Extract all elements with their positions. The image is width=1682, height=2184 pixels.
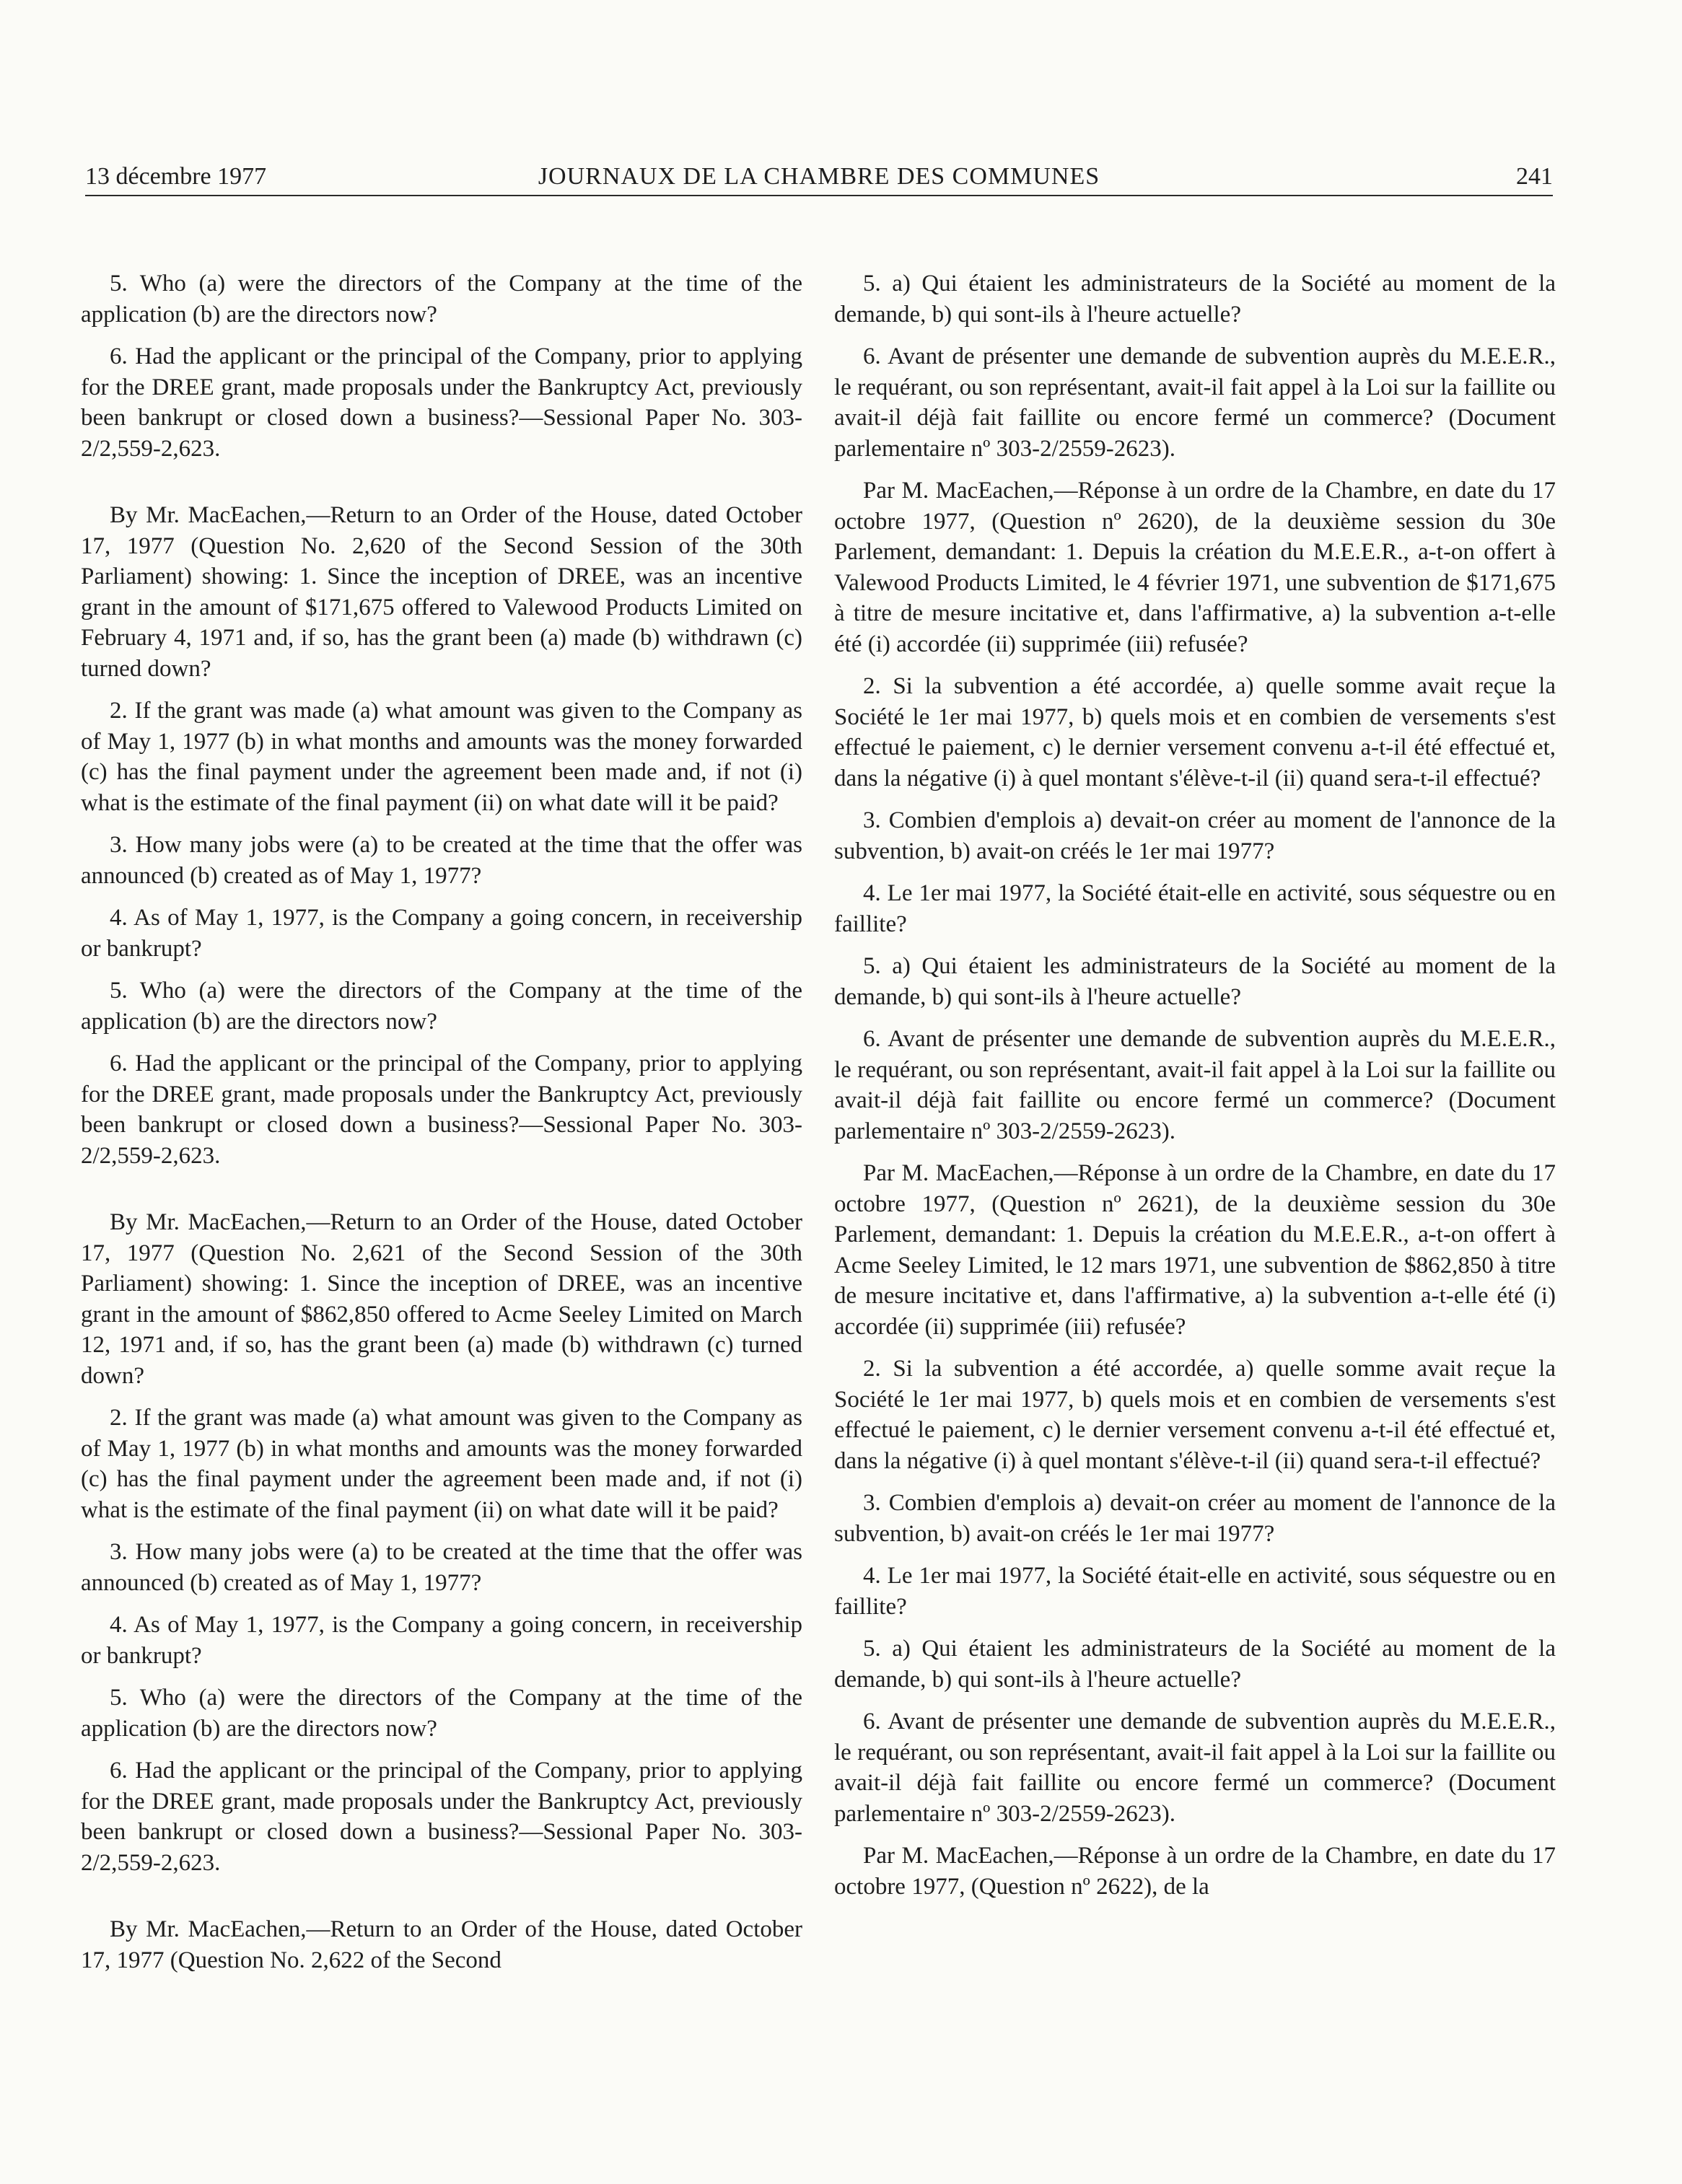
french-column <box>834 268 1556 1913</box>
paragraph: 4. As of May 1, 1977, is the Company a going concern, in receivership or bankrupt? <box>81 905 802 962</box>
paragraph: 4. Le 1er mai 1977, la Société était-elle en activité, sous séquestre ou en faillite? <box>834 1563 1556 1620</box>
header-date: 13 décembre 1977 <box>85 163 267 190</box>
paragraph: 5. Who (a) were the directors of the Company at the time of the application (b) are the directors now? <box>81 1685 802 1742</box>
paragraph: 2. If the grant was made (a) what amount was given to the Company as of May 1, 1977 (b) in what months and amounts was the money forwarded (c) has the final payment under the agreement been made and, if not (i) what is the estimate of the final payment (ii) on what date will it be paid? <box>81 698 802 816</box>
paragraph: 6. Had the applicant or the principal of the Company, prior to applying for the DREE grant, made proposals under the Bankruptcy Act, previously been bankrupt or closed down a business?—Sessional Paper No. 303-2/2,559-2,623. <box>81 343 802 462</box>
english-column <box>81 268 802 1987</box>
page-header <box>85 160 1553 196</box>
paragraph: Par M. MacEachen,—Réponse à un ordre de la Chambre, en date du 17 octobre 1977, (Question nº 2622), de la <box>834 1843 1556 1900</box>
paragraph: 5. Who (a) were the directors of the Company at the time of the application (b) are the directors now? <box>81 271 802 328</box>
paragraph: 5. a) Qui étaient les administrateurs de la Société au moment de la demande, b) qui sont-ils à l'heure actuelle? <box>834 271 1556 328</box>
paragraph: Par M. MacEachen,—Réponse à un ordre de la Chambre, en date du 17 octobre 1977, (Question nº 2621), de la deuxième session du 30e Parlement, demandant: 1. Depuis la création du M.E.E.R., a-t-on offert à Acme Seeley Limited, le 12 mars 1971, une subvention de $862,850 à titre de mesure incitative et, dans l'affirmative, a) la subvention a-t-elle été (i) accordée (ii) supprimée (iii) refusée? <box>834 1160 1556 1340</box>
paragraph: 5. Who (a) were the directors of the Company at the time of the application (b) are the directors now? <box>81 978 802 1035</box>
paragraph: 3. Combien d'emplois a) devait-on créer au moment de l'annonce de la subvention, b) avait-on créés le 1er mai 1977? <box>834 1490 1556 1547</box>
paragraph: 6. Had the applicant or the principal of the Company, prior to applying for the DREE grant, made proposals under the Bankruptcy Act, previously been bankrupt or closed down a business?—Sessional Paper No. 303-2/2,559-2,623. <box>81 1051 802 1169</box>
paragraph: By Mr. MacEachen,—Return to an Order of the House, dated October 17, 1977 (Question No. 2,621 of the Second Session of the 30th Parliament) showing: 1. Since the inception of DREE, was an incentive grant in the amount of $862,850 offered to Acme Seeley Limited on March 12, 1971 and, if so, has the grant been (a) made (b) withdrawn (c) turned down? <box>81 1209 802 1389</box>
paragraph: 6. Avant de présenter une demande de subvention auprès du M.E.E.R., le requérant, ou son représentant, avait-il fait appel à la Loi sur la faillite ou avait-il déjà fait faillite ou encore fermé un commerce? (Document parlementaire nº 303-2/2559-2623). <box>834 343 1556 462</box>
paragraph: 2. Si la subvention a été accordée, a) quelle somme avait reçue la Société le 1er mai 1977, b) quels mois et en combien de versements s'est effectué le paiement, c) le dernier versement convenu a-t-il été effectué et, dans la négative (i) à quel montant s'élève-t-il (ii) quand sera-t-il effectué? <box>834 673 1556 791</box>
paragraph: By Mr. MacEachen,—Return to an Order of the House, dated October 17, 1977 (Question No. 2,620 of the Second Session of the 30th Parliament) showing: 1. Since the inception of DREE, was an incentive grant in the amount of $171,675 offered to Valewood Products Limited on February 4, 1971 and, if so, has the grant been (a) made (b) withdrawn (c) turned down? <box>81 502 802 682</box>
paragraph: Par M. MacEachen,—Réponse à un ordre de la Chambre, en date du 17 octobre 1977, (Question nº 2620), de la deuxième session du 30e Parlement, demandant: 1. Depuis la création du M.E.E.R., a-t-on offert à Valewood Products Limited, le 4 février 1971, une subvention de $171,675 à titre de mesure incitative et, dans l'affirmative, a) la subvention a-t-elle été (i) accordée (ii) supprimée (iii) refusée? <box>834 478 1556 657</box>
paragraph: 6. Avant de présenter une demande de subvention auprès du M.E.E.R., le requérant, ou son représentant, avait-il fait appel à la Loi sur la faillite ou avait-il déjà fait faillite ou encore fermé un commerce? (Document parlementaire nº 303-2/2559-2623). <box>834 1709 1556 1827</box>
paragraph: By Mr. MacEachen,—Return to an Order of the House, dated October 17, 1977 (Question No. 2,622 of the Second <box>81 1916 802 1973</box>
paragraph: 2. If the grant was made (a) what amount was given to the Company as of May 1, 1977 (b) in what months and amounts was the money forwarded (c) has the final payment under the agreement been made and, if not (i) what is the estimate of the final payment (ii) on what date will it be paid? <box>81 1405 802 1523</box>
paragraph: 3. How many jobs were (a) to be created at the time that the offer was announced (b) created as of May 1, 1977? <box>81 1539 802 1596</box>
paragraph: 4. Le 1er mai 1977, la Société était-elle en activité, sous séquestre ou en faillite? <box>834 880 1556 937</box>
page-number: 241 <box>1516 163 1553 190</box>
paragraph: 6. Avant de présenter une demande de subvention auprès du M.E.E.R., le requérant, ou son représentant, avait-il fait appel à la Loi sur la faillite ou avait-il déjà fait faillite ou encore fermé un commerce? (Document parlementaire nº 303-2/2559-2623). <box>834 1026 1556 1144</box>
paragraph: 4. As of May 1, 1977, is the Company a going concern, in receivership or bankrupt? <box>81 1612 802 1669</box>
paragraph: 5. a) Qui étaient les administrateurs de la Société au moment de la demande, b) qui sont-ils à l'heure actuelle? <box>834 953 1556 1010</box>
paragraph: 5. a) Qui étaient les administrateurs de la Société au moment de la demande, b) qui sont-ils à l'heure actuelle? <box>834 1636 1556 1693</box>
paragraph: 2. Si la subvention a été accordée, a) quelle somme avait reçue la Société le 1er mai 1977, b) quels mois et en combien de versements s'est effectué le paiement, c) le dernier versement convenu a-t-il été effectué et, dans la négative (i) à quel montant s'élève-t-il (ii) quand sera-t-il effectué? <box>834 1356 1556 1474</box>
paragraph: 3. Combien d'emplois a) devait-on créer au moment de l'annonce de la subvention, b) avait-on créés le 1er mai 1977? <box>834 807 1556 864</box>
paragraph: 3. How many jobs were (a) to be created at the time that the offer was announced (b) created as of May 1, 1977? <box>81 832 802 889</box>
paragraph: 6. Had the applicant or the principal of the Company, prior to applying for the DREE grant, made proposals under the Bankruptcy Act, previously been bankrupt or closed down a business?—Sessional Paper No. 303-2/2,559-2,623. <box>81 1758 802 1876</box>
journal-title: JOURNAUX DE LA CHAMBRE DES COMMUNES <box>538 163 1100 190</box>
